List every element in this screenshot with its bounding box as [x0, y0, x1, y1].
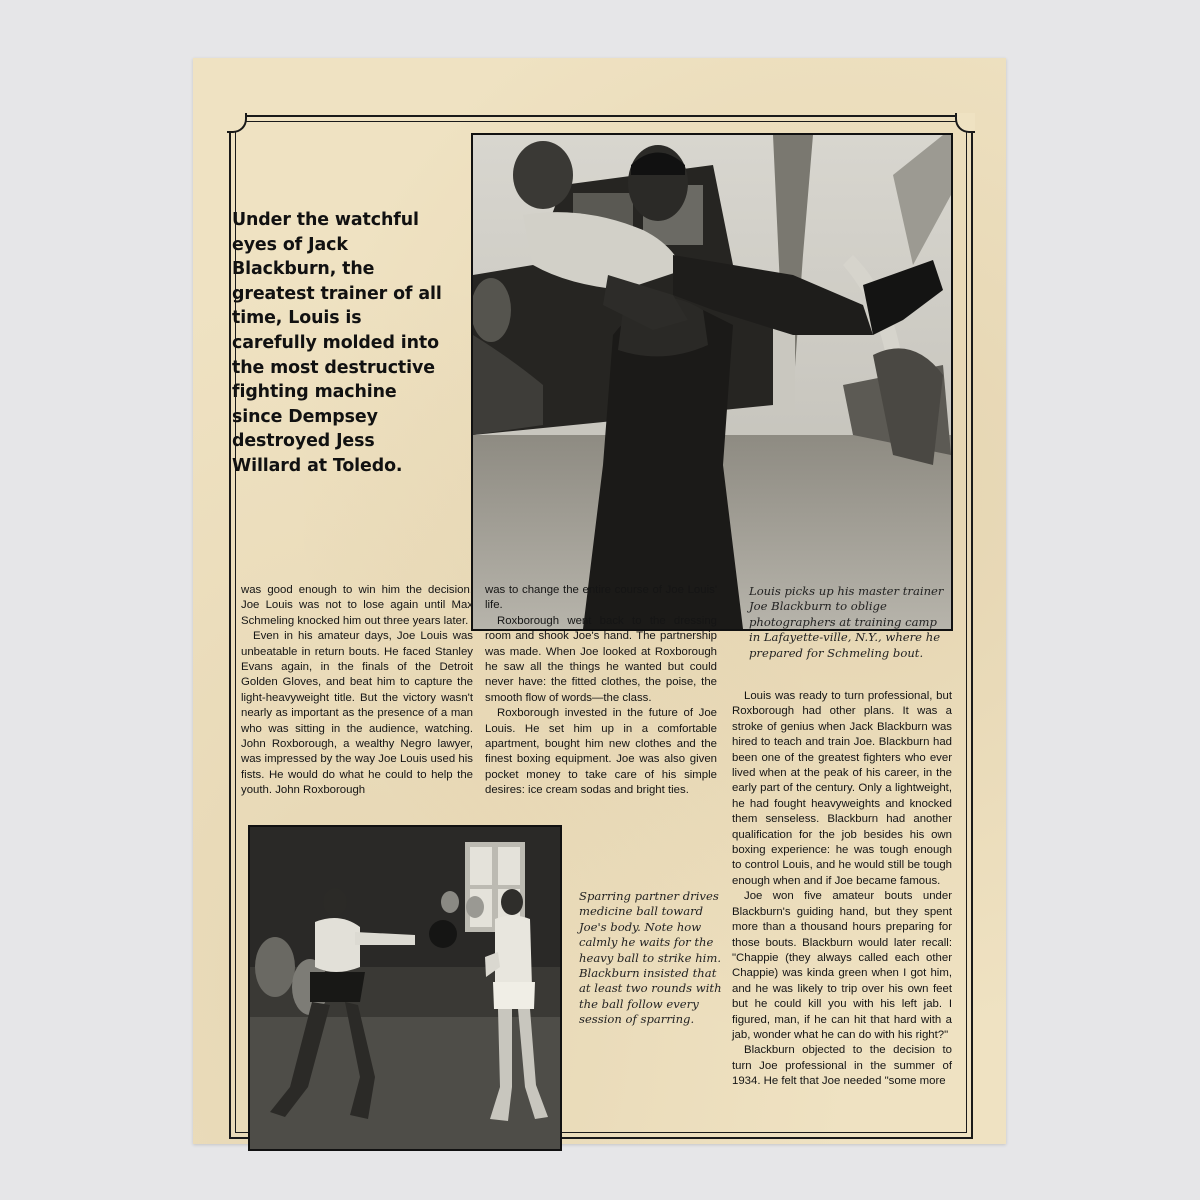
- paragraph: Joe won five amateur bouts under Blackburn's guiding hand, but they spent more than a thousand hours preparing for those bouts. Blackburn would later recall: "Chappie (they always called each other Chappie) was kinda green when I got him, and he was likely to trip over his own feet but he could kill you with his left jab. I figured, man, if he can hit that hard with a jab, wonder what he can do with his right?": [732, 890, 952, 1041]
- caption-top-photo: Louis picks up his master trainer Joe Blackburn to oblige photographers at training camp in Lafayette-ville, N.Y., where he prepared for Schmeling bout.: [749, 584, 944, 660]
- paragraph: was good enough to win him the decision. Joe Louis was not to lose again until Max Schmeling knocked him out three years later.: [241, 584, 473, 627]
- paragraph: Blackburn objected to the decision to turn Joe professional in the summer of 1934. He felt that Joe needed "some more: [732, 1044, 952, 1088]
- paragraph: Even in his amateur days, Joe Louis was unbeatable in return bouts. He faced Stanley Evans again, in the finals of the Detroit Golden Gloves, and beat him to capture the light-heavyweight title. But the victory wasn't nearly as important as the presence of a man who was sitting in the audience, watching. John Roxborough, a wealthy Negro lawyer, was impressed by the way Joe Louis used his fists. He would do what he could to help the youth. John Roxborough: [241, 630, 473, 797]
- photo-medicine-ball-sparring: [248, 825, 562, 1151]
- paragraph: Louis was ready to turn professional, but Roxborough had other plans. It was a stroke of genius when Jack Blackburn was hired to teach and train Joe. Blackburn had been one of the greatest fighters who ever lived when at the peak of his career, in the early part of the century. Only a lightweight, he had fought heavyweights and knocked them senseless. Blackburn had another qualification for the job besides his own boxing experience: he was tough enough to control Louis, and he would still be tough enough when and if Joe became famous.: [732, 690, 952, 887]
- caption-bottom-photo: Sparring partner drives medicine ball toward Joe's body. Note how calmly he waits for the heavy ball to strike him. Blackburn insisted that at least two rounds with the ball follow every session of sparring.: [579, 889, 722, 1027]
- paragraph: Roxborough invested in the future of Joe Louis. He set him up in a comfortable apartment, bought him new clothes and the finest boxing equipment. Joe was also given pocket money to take care of his simple desires: ice cream sodas and bright ties.: [485, 707, 717, 797]
- paragraph: was to change the entire course of Joe Louis' life.: [485, 584, 717, 612]
- article-column-1: [241, 583, 473, 799]
- headline: Under the watchful eyes of Jack Blackburn, the greatest trainer of all time, Louis is carefully molded into the most destructive fighting machine since Dempsey destroyed Jess Willard at Toledo.: [232, 210, 442, 476]
- photo-louis-carrying-blackburn: [471, 133, 953, 631]
- article-column-3: [732, 689, 952, 1090]
- magazine-page: [193, 58, 1006, 1144]
- paragraph: Roxborough went back to the dressing room and shook Joe's hand. The partnership was made. When Joe looked at Roxborough he saw all the things he wanted but could never have: the fitted clothes, the poise, the smooth flow of words—the class.: [485, 614, 717, 704]
- article-column-2: [485, 583, 717, 799]
